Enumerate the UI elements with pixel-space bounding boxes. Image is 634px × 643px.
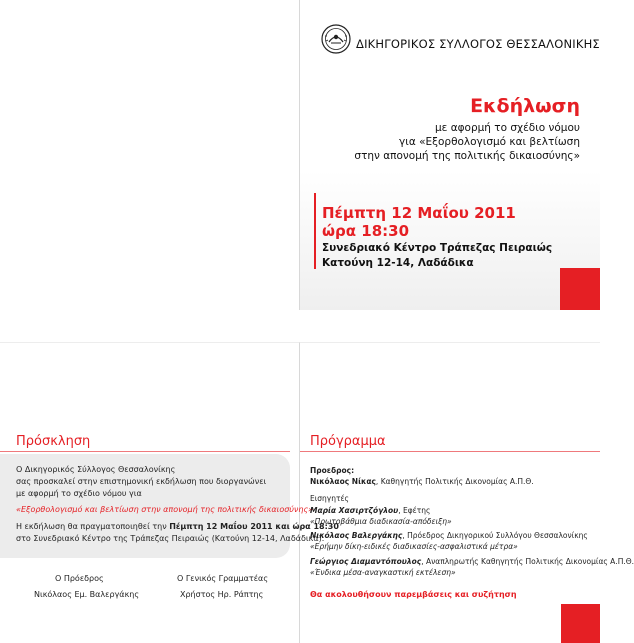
program-chair-title: , Καθηγητής Πολιτικής Δικονομίας Α.Π.Θ. bbox=[375, 477, 534, 486]
program-red-block bbox=[561, 604, 600, 643]
invitation-law-title: «Εξορθολογισμό και βελτίωση στην απονομή της πολιτικής δικαιοσύνης» bbox=[16, 505, 314, 514]
program-title-rule bbox=[300, 451, 600, 452]
subtitle-line-3: στην απονομή της πολιτικής δικαιοσύνης» bbox=[354, 150, 580, 162]
program-speaker-1-title: , Εφέτης bbox=[398, 506, 431, 515]
invitation-line-2: σας προσκαλεί στην επιστημονική εκδήλωση που διοργανώνει bbox=[16, 477, 267, 486]
event-venue: Συνεδριακό Κέντρο Τράπεζας Πειραιώς bbox=[322, 242, 553, 254]
subtitle-line-2: για «Εξορθολογισμό και βελτίωση bbox=[399, 136, 580, 148]
program-speaker-2-title: , Πρόεδρος Δικηγορικού Συλλόγου Θεσσαλονίκης bbox=[402, 531, 588, 540]
program-speaker-2-topic: «Ερήμην δίκη-ειδικές διαδικασίες-ασφαλιστικά μέτρα» bbox=[310, 542, 518, 551]
program-title: Πρόγραμμα bbox=[310, 434, 386, 449]
program-chair-label: Προεδρος: bbox=[310, 466, 355, 475]
invitation-title: Πρόσκληση bbox=[16, 434, 91, 449]
program-speaker-3 bbox=[310, 557, 634, 566]
bar-association-seal-icon bbox=[321, 24, 351, 54]
program-speaker-2 bbox=[310, 531, 588, 540]
program-speakers-label: Εισηγητές bbox=[310, 494, 349, 503]
program-speaker-3-topic: «Ένδικα μέσα-αναγκαστική εκτέλεση» bbox=[310, 568, 456, 577]
signatory-role-secretary: Ο Γενικός Γραμματέας bbox=[177, 574, 269, 583]
program-speaker-1 bbox=[310, 506, 430, 515]
invitation-line-1: Ο Δικηγορικός Σύλλογος Θεσσαλονίκης bbox=[16, 465, 176, 474]
program-speaker-1-name: Μαρία Χασιρτζόγλου bbox=[310, 506, 399, 515]
signatory-role-president: Ο Πρόεδρος bbox=[55, 574, 104, 583]
program-speaker-1-topic: «Πρωτοβάθμια διαδικασία-απόδειξη» bbox=[310, 517, 452, 526]
organization-name: ΔΙΚΗΓΟΡΙΚΟΣ ΣΥΛΛΟΓΟΣ ΘΕΣΣΑΛΟΝΙΚΗΣ bbox=[356, 37, 600, 51]
invitation-where: στο Συνεδριακό Κέντρο της Τράπεζας Πειραιώς (Κατούνη 12-14, Λαδάδικα). bbox=[16, 534, 325, 543]
event-date: Πέμπτη 12 Μαΐου 2011 bbox=[322, 204, 516, 222]
program-chair bbox=[310, 477, 534, 486]
invitation-when-prefix: Η εκδήλωση θα πραγματοποιηθεί την bbox=[16, 522, 170, 531]
event-time: ώρα 18:30 bbox=[322, 222, 410, 240]
signatory-name-president: Νικόλαος Εμ. Βαλεργάκης bbox=[34, 590, 140, 599]
program-speaker-3-name: Γεώργιος Διαμαντόπουλος bbox=[310, 557, 422, 566]
date-accent-bar bbox=[314, 193, 316, 269]
invitation-when-date: Πέμπτη 12 Μαΐου 2011 και ώρα 18:30 bbox=[169, 522, 339, 531]
signatory-name-secretary: Χρήστος Ηρ. Ράπτης bbox=[180, 590, 264, 599]
invitation-title-rule bbox=[0, 451, 290, 452]
cover-red-block bbox=[560, 268, 600, 310]
program-speaker-3-title: , Αναπληρωτής Καθηγητής Πολιτικής Δικονομίας Α.Π.Θ. bbox=[421, 557, 634, 566]
invitation-line-3: με αφορμή το σχέδιο νόμου για bbox=[16, 489, 142, 498]
program-closing-note: Θα ακολουθήσουν παρεμβάσεις και συζήτηση bbox=[310, 590, 517, 599]
program-speaker-2-name: Νικόλαος Βαλεργάκης bbox=[310, 531, 403, 540]
event-title: Εκδήλωση bbox=[470, 95, 580, 117]
program-chair-name: Νικόλαος Νίκας bbox=[310, 477, 376, 486]
back-cover-panel bbox=[0, 0, 300, 310]
invitation-when bbox=[16, 522, 339, 531]
subtitle-line-1: με αφορμή το σχέδιο νόμου bbox=[435, 122, 580, 134]
event-address: Κατούνη 12-14, Λαδάδικα bbox=[322, 257, 474, 269]
